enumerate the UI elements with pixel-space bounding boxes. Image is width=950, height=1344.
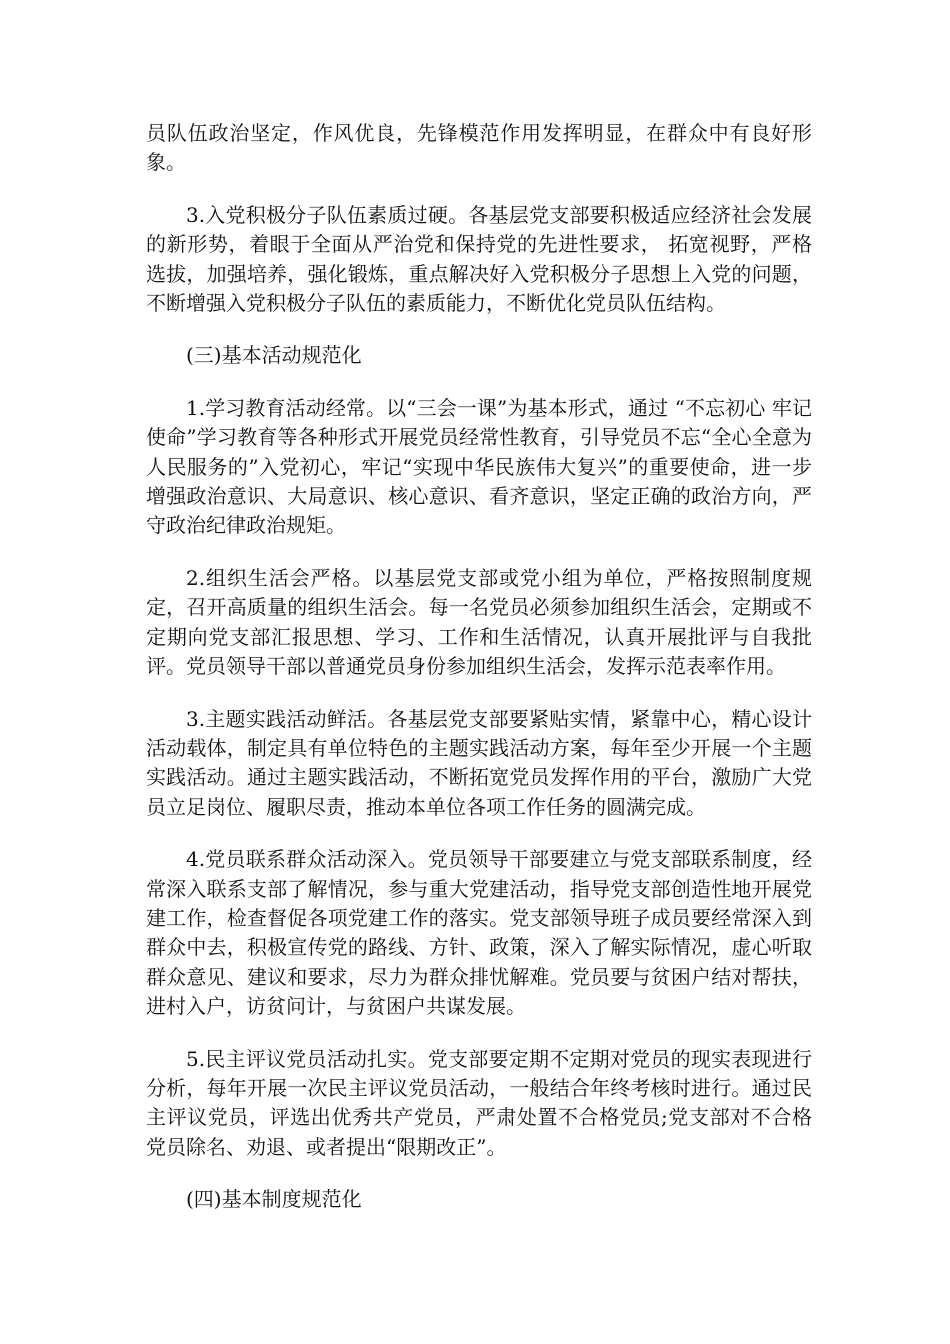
- document-body: [146, 119, 812, 1238]
- paragraph-study-education: 1.学习教育活动经常。以“三会一课”为基本形式，通过 “不忘初心 牢记使命”学习教育等各种形式开展党员经常性教育，引导党员不忘“全心全意为人民服务的”入党初心，牢记“实现中华民族伟大复兴”的重要使命，进一步增强政治意识、大局意识、核心意识、看齐意识，坚定正确的政治方向，严守政治纪律政治规矩。: [146, 395, 812, 538]
- section-heading-basic-systems: (四)基本制度规范化: [186, 1187, 362, 1212]
- section-heading-basic-activities: (三)基本活动规范化: [186, 343, 362, 368]
- paragraph-mass-contact: 4.党员联系群众活动深入。党员领导干部要建立与党支部联系制度，经常深入联系支部了解情况，参与重大党建活动，指导党支部创造性地开展党建工作，检查督促各项党建工作的落实。党支部领导班子成员要经常深入到群众中去，积极宣传党的路线、方针、政策，深入了解实际情况，虚心听取群众意见、建议和要求，尽力为群众排忧解难。党员要与贫困户结对帮扶，进村入户，访贫问计，与贫困户共谋发展。: [146, 847, 812, 1019]
- paragraph-theme-practice: 3.主题实践活动鲜活。各基层党支部要紧贴实情，紧靠中心，精心设计活动载体，制定具有单位特色的主题实践活动方案，每年至少开展一个主题实践活动。通过主题实践活动，不断拓宽党员发挥作用的平台，激励广大党员立足岗位、履职尽责，推动本单位各项工作任务的圆满完成。: [146, 706, 812, 819]
- paragraph-activist-quality: 3.入党积极分子队伍素质过硬。各基层党支部要积极适应经济社会发展的新形势，着眼于全面从严治党和保持党的先进性要求， 拓宽视野，严格选拔，加强培养，强化锻炼，重点解决好入党积极分子思想上入党的问题，不断增强入党积极分子队伍的素质能力，不断优化党员队伍结构。: [146, 202, 812, 316]
- paragraph-organizational-life: 2.组织生活会严格。以基层党支部或党小组为单位，严格按照制度规定，召开高质量的组织生活会。每一名党员必须参加组织生活会，定期或不定期向党支部汇报思想、学习、工作和生活情况，认真开展批评与自我批评。党员领导干部以普通党员身份参加组织生活会，发挥示范表率作用。: [146, 565, 812, 679]
- paragraph-continuation: 员队伍政治坚定，作风优良，先锋模范作用发挥明显，在群众中有良好形象。: [146, 121, 812, 175]
- paragraph-democratic-review: 5.民主评议党员活动扎实。党支部要定期不定期对党员的现实表现进行分析，每年开展一次民主评议党员活动，一般结合年终考核时进行。通过民主评议党员，评选出优秀共产党员，严肃处置不合格党员;党支部对不合格党员除名、劝退、或者提出“限期改正”。: [146, 1046, 812, 1159]
